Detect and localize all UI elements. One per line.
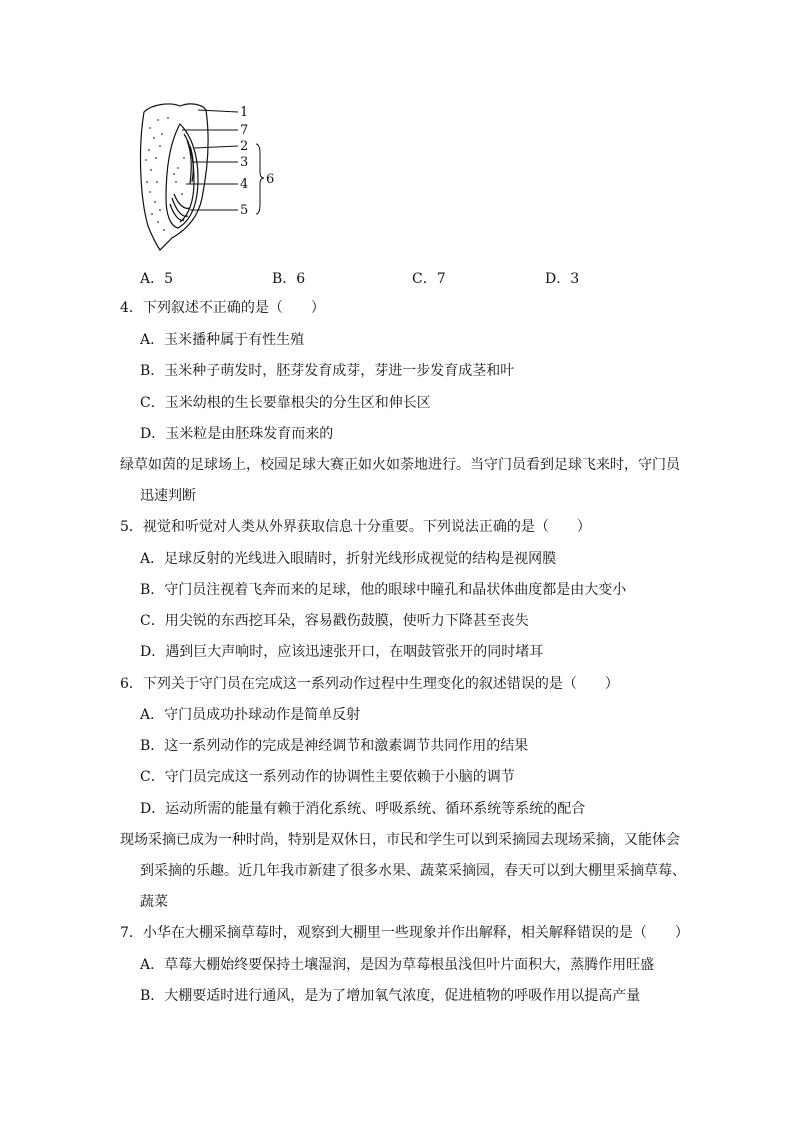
passage1-line2: 迅速判断 [140,488,196,504]
q7-option-a: A．草莓大棚始终要保持土壤湿润，是因为草莓根虽浅但叶片面积大，蒸腾作用旺盛 [140,957,655,973]
figure-labels [240,105,274,218]
q3-option-c: C．7 [412,271,446,287]
leader-lines [182,110,264,214]
q6-option-a: A．守门员成功扑球动作是简单反射 [140,707,361,723]
q5-stem: 5．视觉和听觉对人类从外界获取信息十分重要。下列说法正确的是（ ） [120,519,591,535]
q4-option-b: B．玉米种子萌发时，胚芽发育成芽，芽进一步发育成茎和叶 [140,363,515,379]
passage2-line2: 到采摘的乐趣。近几年我市新建了很多水果、蔬菜采摘园，春天可以到大棚里采摘草莓、 [140,863,686,879]
q6-option-d: D．运动所需的能量有赖于消化系统、呼吸系统、循环系统等系统的配合 [140,801,586,817]
label-4: 4 [240,177,249,192]
q6-option-b: B．这一系列动作的完成是神经调节和激素调节共同作用的结果 [140,738,529,754]
q7-stem: 7．小华在大棚采摘草莓时，观察到大棚里一些现象并作出解释，相关解释错误的是（ ） [120,925,689,941]
q6-stem: 6．下列关于守门员在完成这一系列动作过程中生理变化的叙述错误的是（ ） [120,676,619,692]
q3-option-d: D．3 [545,271,580,287]
q3-option-b: B．6 [272,271,306,287]
q5-option-d: D．遇到巨大声响时，应该迅速张开口，在咽鼓管张开的同时堵耳 [140,644,544,660]
q4-option-c: C．玉米幼根的生长要靠根尖的分生区和伸长区 [140,395,431,411]
q4-option-a: A．玉米播种属于有性生殖 [140,332,305,348]
q3-option-a: A．5 [140,271,174,287]
label-2: 2 [240,139,249,154]
q4-stem: 4．下列叙述不正确的是（ ） [120,300,325,316]
q5-option-a: A．足球反射的光线进入眼睛时，折射光线形成视觉的结构是视网膜 [140,551,557,567]
label-1: 1 [240,105,249,120]
q6-option-c: C．守门员完成这一系列动作的协调性主要依赖于小脑的调节 [140,769,515,785]
label-7: 7 [240,123,249,138]
q5-option-c: C．用尖锐的东西挖耳朵，容易戳伤鼓膜，使听力下降甚至丧失 [140,613,529,629]
q4-option-d: D．玉米粒是由胚珠发育而来的 [140,426,334,442]
corn-seed-diagram [132,98,282,258]
endosperm-stipple [145,117,185,231]
passage1-line1: 绿草如茵的足球场上，校园足球大赛正如火如荼地进行。当守门员看到足球飞来时，守门员 [120,457,680,473]
label-5: 5 [240,203,249,218]
passage2-line1: 现场采摘已成为一种时尚，特别是双休日，市民和学生可以到采摘园去现场采摘，又能体会 [120,832,680,848]
label-3: 3 [240,155,249,170]
seed-outline [141,104,209,250]
q5-option-b: B．守门员注视着飞奔而来的足球，他的眼球中瞳孔和晶状体曲度都是由大变小 [140,582,627,598]
passage2-line3: 蔬菜 [140,894,168,910]
label-6: 6 [266,172,275,187]
q7-option-b: B．大棚要适时进行通风，是为了增加氧气浓度，促进植物的呼吸作用以提高产量 [140,988,641,1004]
